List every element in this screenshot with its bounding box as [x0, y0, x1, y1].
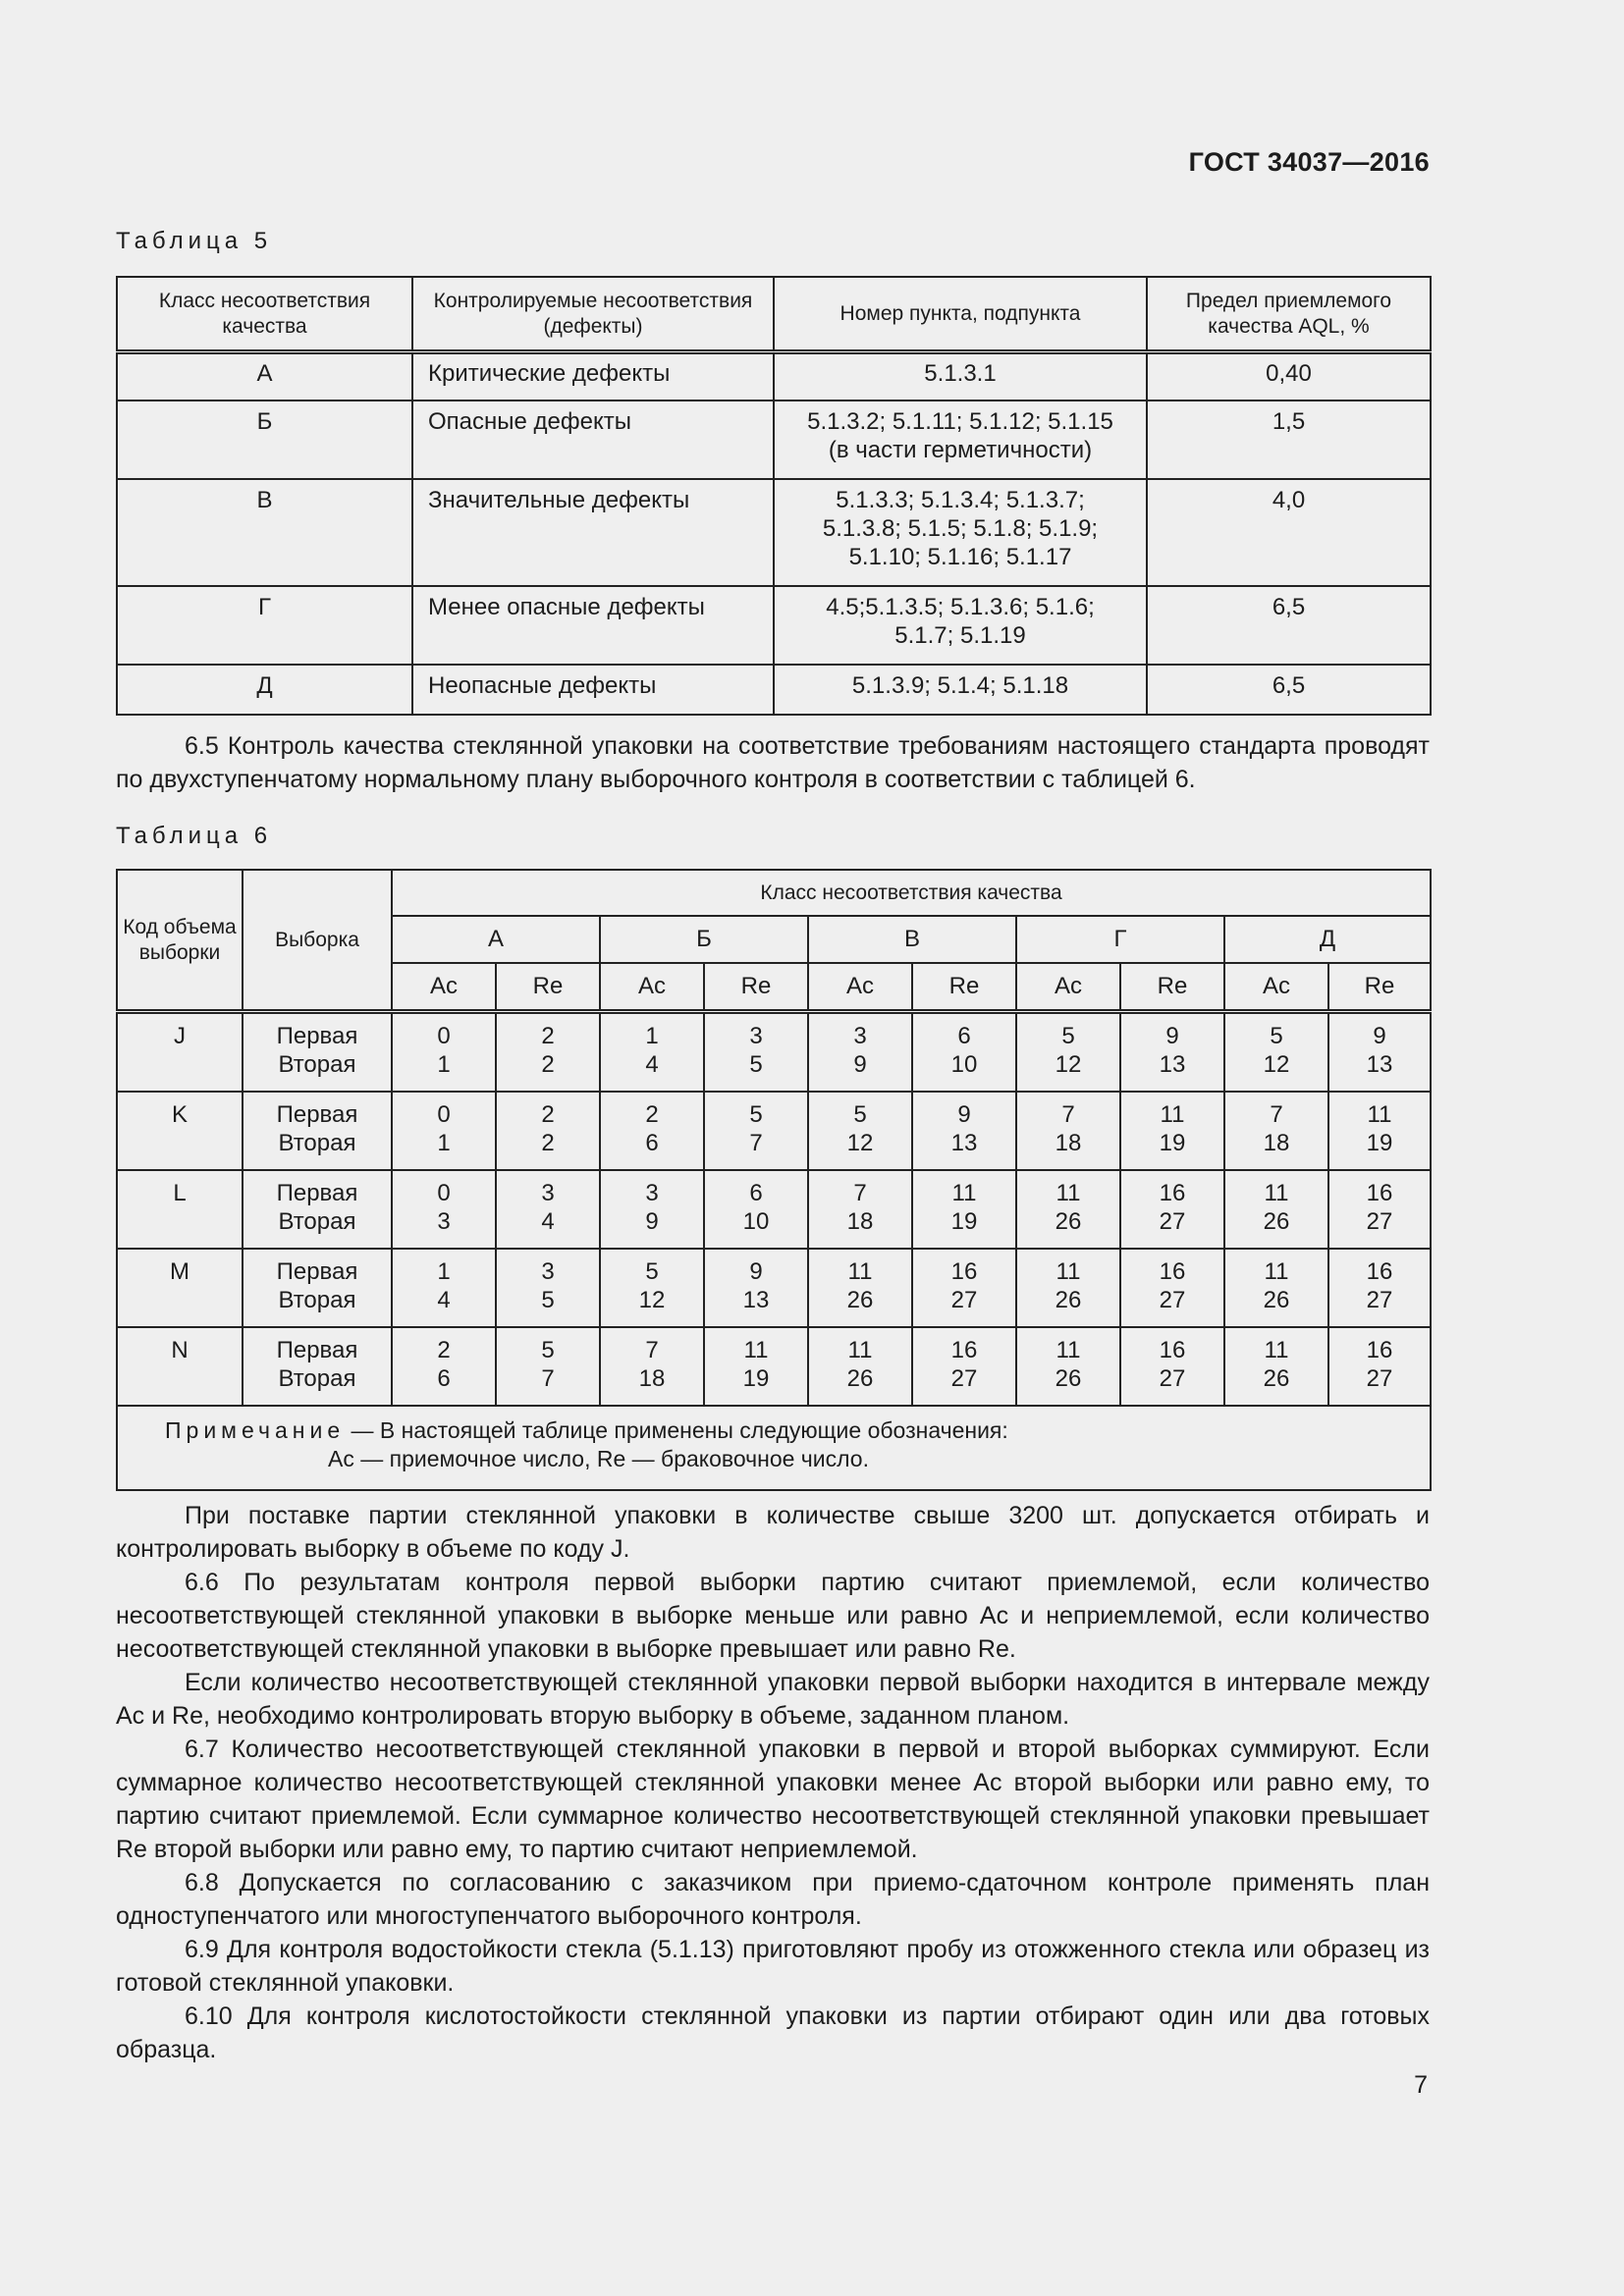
sample-label: Вторая — [278, 1130, 356, 1156]
value: 26 — [1263, 1208, 1290, 1235]
re-value-cell — [912, 1249, 1016, 1327]
value: 11 — [847, 1337, 873, 1363]
value: 13 — [1159, 1051, 1186, 1078]
value: 13 — [1366, 1051, 1393, 1078]
ref-cell — [774, 479, 1147, 586]
value: 5 — [1061, 1023, 1075, 1049]
table6-header-row-1 — [117, 870, 1431, 916]
table6-header-code: Код объема выборки — [117, 870, 243, 1012]
sample-cell — [243, 1327, 392, 1406]
ac-value-cell — [808, 1012, 912, 1093]
paragraph-text: 6.8 Допускается по согласованию с заказчиком при приемо-сдаточном контроле применять план одноступенчатого или многоступенчатого выборочного контроля. — [116, 1869, 1430, 1930]
value: 11 — [1056, 1258, 1081, 1285]
sample-cell — [243, 1249, 392, 1327]
re-header: Re — [912, 963, 1016, 1012]
value: 12 — [1263, 1051, 1290, 1078]
sample-label: Вторая — [278, 1208, 356, 1235]
table6-header-sample: Выборка — [243, 870, 392, 1012]
sample-cell — [243, 1012, 392, 1093]
value: 27 — [950, 1287, 978, 1313]
re-value-cell — [496, 1249, 600, 1327]
value: 0 — [437, 1023, 451, 1049]
class-a-header: А — [392, 916, 600, 963]
value: 16 — [1159, 1337, 1186, 1363]
value: 26 — [846, 1365, 874, 1392]
table-row — [117, 1249, 1431, 1327]
table-5 — [116, 276, 1432, 716]
class-d-header: Д — [1224, 916, 1431, 963]
re-value-cell — [496, 1170, 600, 1249]
value: 1 — [437, 1051, 451, 1078]
value: 18 — [638, 1365, 666, 1392]
table-row — [117, 665, 1431, 715]
aql-cell: 1,5 — [1147, 400, 1431, 479]
re-value-cell — [1328, 1170, 1431, 1249]
ac-value-cell — [1016, 1012, 1120, 1093]
value: 18 — [846, 1208, 874, 1235]
ref-line: 4.5;5.1.3.5; 5.1.3.6; 5.1.6; — [826, 594, 1095, 620]
standard-code: ГОСТ 34037—2016 — [1188, 147, 1430, 177]
value: 11 — [1264, 1258, 1289, 1285]
value: 26 — [1263, 1365, 1290, 1392]
value: 12 — [1055, 1051, 1082, 1078]
paragraph-text: 6.5 Контроль качества стеклянной упаковки на соответствие требованиям настоящего стандарта проводят по двухступенчатому нормальному плану выборочного контроля в соответствии с таблицей 6. — [116, 732, 1430, 793]
value: 11 — [1160, 1101, 1185, 1128]
value: 27 — [1159, 1208, 1186, 1235]
sample-code-cell: K — [117, 1092, 243, 1170]
ac-header: Ac — [808, 963, 912, 1012]
value: 16 — [1366, 1337, 1393, 1363]
value: 9 — [1373, 1023, 1386, 1049]
table6-note-row — [117, 1406, 1431, 1490]
re-value-cell — [1120, 1092, 1224, 1170]
sample-code-cell: M — [117, 1249, 243, 1327]
value: 4 — [645, 1051, 659, 1078]
sample-label: Вторая — [278, 1365, 356, 1392]
value: 1 — [437, 1130, 451, 1156]
value: 2 — [541, 1023, 555, 1049]
table5-header-aql: Предел приемлемого качества AQL, % — [1147, 277, 1431, 352]
ac-value-cell — [1016, 1092, 1120, 1170]
ref-line: 5.1.7; 5.1.19 — [894, 622, 1026, 649]
table-row — [117, 1092, 1431, 1170]
value: 26 — [1055, 1287, 1082, 1313]
ac-value-cell — [600, 1012, 704, 1093]
ac-value-cell — [808, 1327, 912, 1406]
value: 2 — [437, 1337, 451, 1363]
ref-line: 5.1.3.2; 5.1.11; 5.1.12; 5.1.15 — [807, 408, 1113, 435]
ref-line: 5.1.10; 5.1.16; 5.1.17 — [848, 544, 1072, 570]
ac-value-cell — [808, 1170, 912, 1249]
value: 7 — [1270, 1101, 1283, 1128]
value: 2 — [541, 1130, 555, 1156]
table-row — [117, 1170, 1431, 1249]
value: 16 — [1159, 1258, 1186, 1285]
value: 9 — [645, 1208, 659, 1235]
value: 26 — [1055, 1208, 1082, 1235]
aql-cell: 6,5 — [1147, 586, 1431, 665]
value: 3 — [645, 1180, 659, 1206]
paragraph-6-5 — [116, 729, 1430, 796]
table-6 — [116, 869, 1432, 1491]
value: 12 — [846, 1130, 874, 1156]
class-cell: Д — [117, 665, 412, 715]
re-value-cell — [496, 1327, 600, 1406]
value: 10 — [950, 1051, 978, 1078]
value: 7 — [645, 1337, 659, 1363]
table-row — [117, 400, 1431, 479]
value: 4 — [437, 1287, 451, 1313]
value: 9 — [1165, 1023, 1179, 1049]
ac-value-cell — [1016, 1249, 1120, 1327]
value: 11 — [847, 1258, 873, 1285]
value: 27 — [950, 1365, 978, 1392]
value: 19 — [1366, 1130, 1393, 1156]
value: 3 — [541, 1180, 555, 1206]
defect-cell: Менее опасные дефекты — [412, 586, 774, 665]
value: 0 — [437, 1101, 451, 1128]
value: 19 — [950, 1208, 978, 1235]
table5-header-defects: Контролируемые несоответствия (дефекты) — [412, 277, 774, 352]
value: 6 — [645, 1130, 659, 1156]
paragraph-text: 6.10 Для контроля кислотостойкости стеклянной упаковки из партии отбирают один или два готовых образца. — [116, 2002, 1430, 2063]
note-label: Примечание — [165, 1417, 346, 1443]
value: 2 — [541, 1051, 555, 1078]
sample-code-cell: J — [117, 1012, 243, 1093]
re-value-cell — [704, 1012, 808, 1093]
ac-value-cell — [1224, 1170, 1328, 1249]
value: 7 — [541, 1365, 555, 1392]
re-header: Re — [496, 963, 600, 1012]
ac-value-cell — [392, 1012, 496, 1093]
value: 13 — [742, 1287, 770, 1313]
aql-cell: 0,40 — [1147, 352, 1431, 401]
value: 27 — [1159, 1287, 1186, 1313]
value: 3 — [853, 1023, 867, 1049]
ref-line: (в части герметичности) — [828, 437, 1093, 463]
value: 5 — [541, 1287, 555, 1313]
table6-body — [117, 1012, 1431, 1407]
re-value-cell — [704, 1249, 808, 1327]
ac-value-cell — [1016, 1327, 1120, 1406]
value: 26 — [1263, 1287, 1290, 1313]
ref-cell — [774, 352, 1147, 401]
value: 5 — [1270, 1023, 1283, 1049]
table5-caption: Таблица 5 — [116, 228, 273, 254]
ac-value-cell — [392, 1092, 496, 1170]
ref-cell — [774, 400, 1147, 479]
value: 11 — [1367, 1101, 1392, 1128]
value: 10 — [742, 1208, 770, 1235]
value: 16 — [1366, 1180, 1393, 1206]
value: 12 — [638, 1287, 666, 1313]
re-value-cell — [704, 1170, 808, 1249]
sample-label: Вторая — [278, 1287, 356, 1313]
class-cell: Г — [117, 586, 412, 665]
ref-cell — [774, 586, 1147, 665]
class-cell: В — [117, 479, 412, 586]
value: 27 — [1366, 1287, 1393, 1313]
value: 2 — [645, 1101, 659, 1128]
value: 11 — [951, 1180, 977, 1206]
ac-value-cell — [392, 1327, 496, 1406]
table6-caption: Таблица 6 — [116, 823, 273, 849]
value: 27 — [1159, 1365, 1186, 1392]
value: 16 — [1366, 1258, 1393, 1285]
table5-header-ref: Номер пункта, подпункта — [774, 277, 1147, 352]
ref-cell — [774, 665, 1147, 715]
ac-value-cell — [392, 1170, 496, 1249]
ac-header: Ac — [1016, 963, 1120, 1012]
value: 4 — [541, 1208, 555, 1235]
value: 16 — [950, 1337, 978, 1363]
value: 3 — [437, 1208, 451, 1235]
re-value-cell — [1120, 1249, 1224, 1327]
re-value-cell — [912, 1327, 1016, 1406]
re-value-cell — [496, 1092, 600, 1170]
value: 18 — [1055, 1130, 1082, 1156]
re-value-cell — [1120, 1012, 1224, 1093]
table6-note — [117, 1406, 1431, 1490]
value: 7 — [749, 1130, 763, 1156]
value: 26 — [1055, 1365, 1082, 1392]
class-b-header: Б — [600, 916, 808, 963]
re-header: Re — [704, 963, 808, 1012]
value: 16 — [950, 1258, 978, 1285]
value: 27 — [1366, 1208, 1393, 1235]
table-row — [117, 352, 1431, 401]
sample-label: Первая — [276, 1337, 358, 1363]
value: 16 — [1159, 1180, 1186, 1206]
aql-cell: 6,5 — [1147, 665, 1431, 715]
body-paragraphs — [116, 1499, 1430, 2066]
re-value-cell — [1328, 1012, 1431, 1093]
sample-cell — [243, 1170, 392, 1249]
value: 19 — [742, 1365, 770, 1392]
sample-label: Первая — [276, 1180, 358, 1206]
value: 3 — [541, 1258, 555, 1285]
ac-value-cell — [1224, 1327, 1328, 1406]
value: 7 — [1061, 1101, 1075, 1128]
value: 1 — [437, 1258, 451, 1285]
value: 5 — [541, 1337, 555, 1363]
value: 11 — [1264, 1337, 1289, 1363]
ac-value-cell — [392, 1249, 496, 1327]
value: 9 — [853, 1051, 867, 1078]
defect-cell: Критические дефекты — [412, 352, 774, 401]
defect-cell: Значительные дефекты — [412, 479, 774, 586]
ref-line: 5.1.3.1 — [924, 360, 997, 387]
paragraph-text: 6.7 Количество несоответствующей стеклянной упаковки в первой и второй выборках суммируют. Если суммарное количество несоответствующей стеклянной упаковки менее Ac второй выборки или равно ему, то партию считают приемлемой. Если суммарное количество несоответствующей стеклянной упаковки превышает Re второй выборки или равно ему, то партию считают неприемлемой. — [116, 1735, 1430, 1863]
ac-value-cell — [600, 1249, 704, 1327]
value: 3 — [749, 1023, 763, 1049]
paragraph-text: 6.9 Для контроля водостойкости стекла (5.1.13) приготовляют пробу из отожженного стекла или образец из готовой стеклянной упаковки. — [116, 1936, 1430, 1997]
paragraph-text: При поставке партии стеклянной упаковки в количестве свыше 3200 шт. допускается отбирать и контролировать выборку в объеме по коду J. — [116, 1502, 1430, 1563]
table-row — [117, 479, 1431, 586]
value: 7 — [853, 1180, 867, 1206]
table5-header-class: Класс несоответствия качества — [117, 277, 412, 352]
class-cell: Б — [117, 400, 412, 479]
re-value-cell — [912, 1092, 1016, 1170]
sample-label: Первая — [276, 1023, 358, 1049]
value: 5 — [749, 1051, 763, 1078]
class-v-header: В — [808, 916, 1016, 963]
table-row — [117, 586, 1431, 665]
ref-line: 5.1.3.9; 5.1.4; 5.1.18 — [851, 672, 1069, 699]
re-value-cell — [496, 1012, 600, 1093]
value: 2 — [541, 1101, 555, 1128]
ac-header: Ac — [600, 963, 704, 1012]
page-number: 7 — [1414, 2071, 1428, 2099]
sample-label: Первая — [276, 1258, 358, 1285]
defect-cell: Неопасные дефекты — [412, 665, 774, 715]
note-line-2: Ac — приемочное число, Re — браковочное число. — [328, 1446, 869, 1471]
re-value-cell — [1328, 1092, 1431, 1170]
aql-cell: 4,0 — [1147, 479, 1431, 586]
re-value-cell — [1328, 1249, 1431, 1327]
table-row — [117, 1327, 1431, 1406]
value: 6 — [749, 1180, 763, 1206]
re-header: Re — [1120, 963, 1224, 1012]
ac-header: Ac — [392, 963, 496, 1012]
value: 11 — [1056, 1180, 1081, 1206]
re-value-cell — [912, 1012, 1016, 1093]
value: 0 — [437, 1180, 451, 1206]
ac-value-cell — [1224, 1012, 1328, 1093]
value: 26 — [846, 1287, 874, 1313]
sample-code-cell: N — [117, 1327, 243, 1406]
value: 19 — [1159, 1130, 1186, 1156]
table5-header-row — [117, 277, 1431, 352]
value: 5 — [749, 1101, 763, 1128]
value: 9 — [749, 1258, 763, 1285]
paragraph-text: Если количество несоответствующей стеклянной упаковки первой выборки находится в интервале между Ac и Re, необходимо контролировать вторую выборку в объеме, заданном планом. — [116, 1669, 1430, 1730]
sample-code-cell: L — [117, 1170, 243, 1249]
ac-value-cell — [808, 1092, 912, 1170]
value: 6 — [437, 1365, 451, 1392]
ac-value-cell — [1224, 1092, 1328, 1170]
ref-line: 5.1.3.8; 5.1.5; 5.1.8; 5.1.9; — [822, 515, 1099, 542]
ac-value-cell — [808, 1249, 912, 1327]
sample-cell — [243, 1092, 392, 1170]
re-value-cell — [704, 1092, 808, 1170]
re-value-cell — [704, 1327, 808, 1406]
ref-line: 5.1.3.3; 5.1.3.4; 5.1.3.7; — [836, 487, 1085, 513]
value: 9 — [957, 1101, 971, 1128]
table-row — [117, 1012, 1431, 1093]
paragraph-text: 6.6 По результатам контроля первой выборки партию считают приемлемой, если количество несоответствующей стеклянной упаковки в выборке меньше или равно Ac и неприемлемой, если количество несоответствующей стеклянной упаковки в выборке превышает или равно Re. — [116, 1569, 1430, 1663]
note-text: — В настоящей таблице применены следующие обозначения: — [345, 1417, 1008, 1443]
class-g-header: Г — [1016, 916, 1224, 963]
ac-value-cell — [600, 1092, 704, 1170]
re-value-cell — [1120, 1327, 1224, 1406]
ac-value-cell — [600, 1327, 704, 1406]
re-value-cell — [1120, 1170, 1224, 1249]
ac-header: Ac — [1224, 963, 1328, 1012]
value: 11 — [743, 1337, 769, 1363]
re-value-cell — [912, 1170, 1016, 1249]
value: 1 — [645, 1023, 659, 1049]
ac-value-cell — [1224, 1249, 1328, 1327]
value: 11 — [1264, 1180, 1289, 1206]
value: 27 — [1366, 1365, 1393, 1392]
value: 13 — [950, 1130, 978, 1156]
re-value-cell — [1328, 1327, 1431, 1406]
sample-label: Вторая — [278, 1051, 356, 1078]
value: 6 — [957, 1023, 971, 1049]
ac-value-cell — [1016, 1170, 1120, 1249]
table6-header-class: Класс несоответствия качества — [392, 870, 1431, 916]
value: 11 — [1056, 1337, 1081, 1363]
class-cell: А — [117, 352, 412, 401]
ac-value-cell — [600, 1170, 704, 1249]
value: 5 — [853, 1101, 867, 1128]
value: 5 — [645, 1258, 659, 1285]
defect-cell: Опасные дефекты — [412, 400, 774, 479]
sample-label: Первая — [276, 1101, 358, 1128]
value: 18 — [1263, 1130, 1290, 1156]
re-header: Re — [1328, 963, 1431, 1012]
